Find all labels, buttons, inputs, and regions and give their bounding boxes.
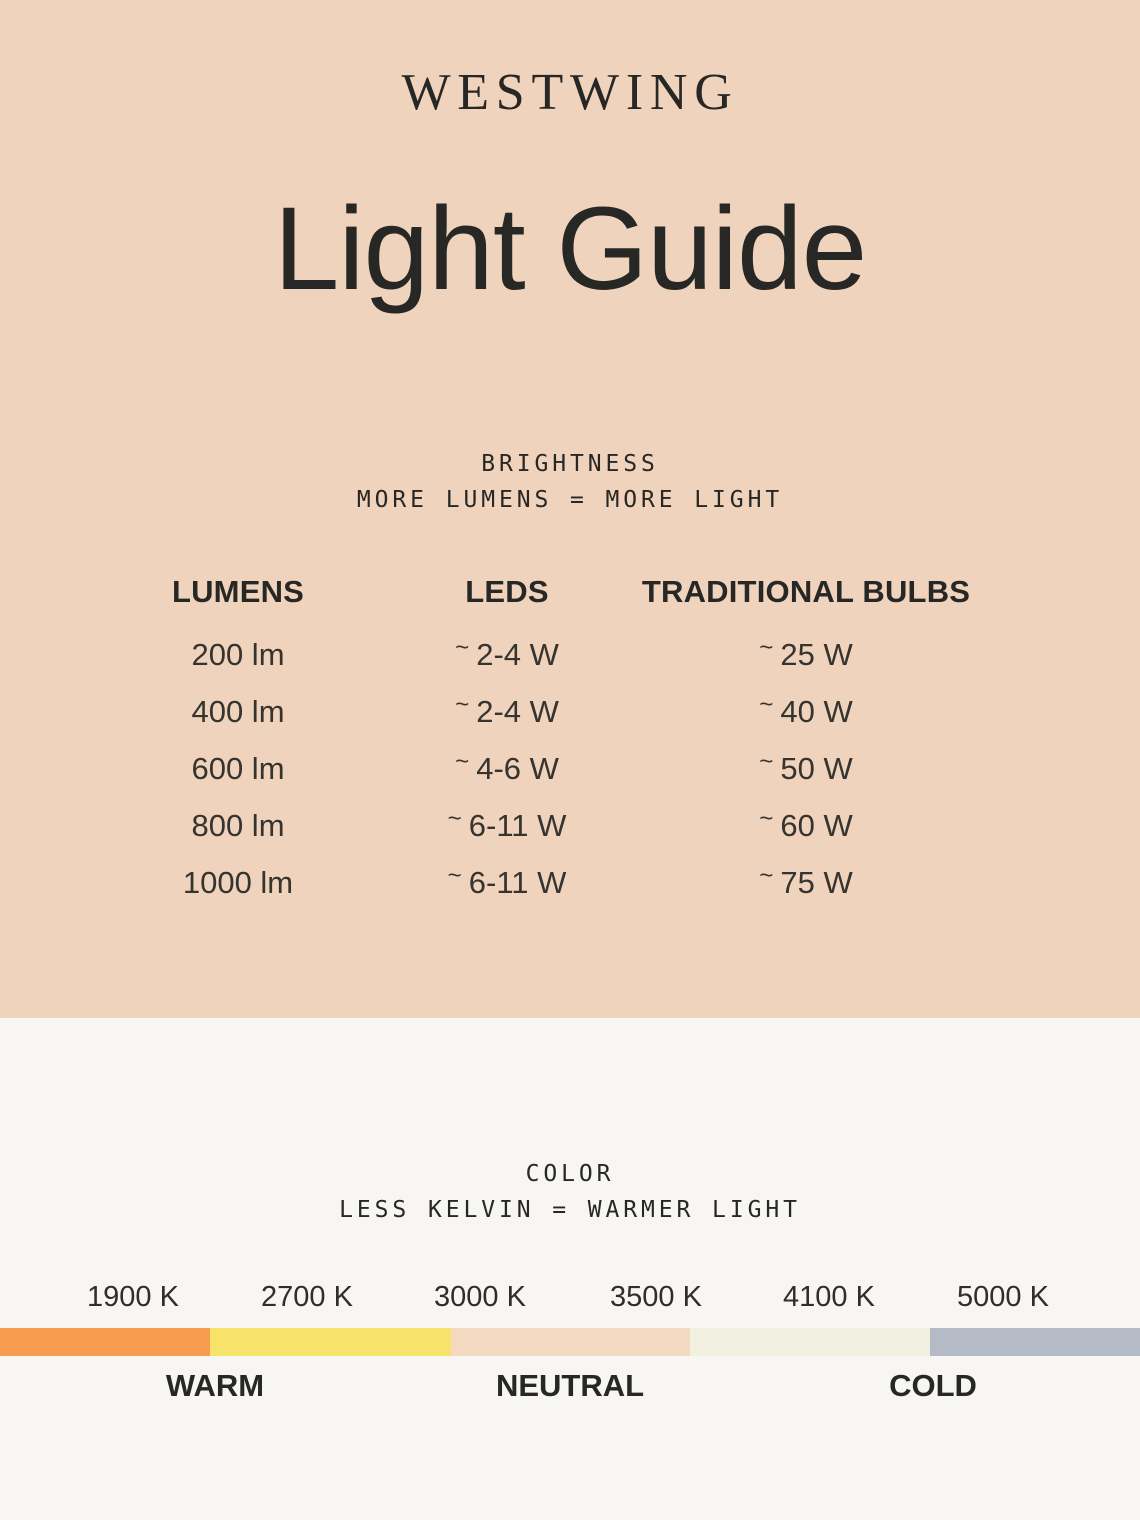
traditional-value: 25 W	[780, 637, 853, 672]
color-temperature-bar	[0, 1328, 1140, 1356]
approx-symbol: ~	[455, 690, 470, 718]
kelvin-scale-labels	[0, 1280, 1140, 1314]
color-section	[0, 1018, 1140, 1520]
color-segment-cold-blue	[930, 1328, 1140, 1356]
page-title: Light Guide	[273, 183, 867, 315]
table-row	[70, 635, 1004, 678]
approx-symbol: ~	[759, 690, 774, 718]
cell-traditional	[608, 635, 1004, 678]
table-header-row	[70, 572, 1004, 612]
leds-value: 6-11 W	[468, 865, 567, 900]
traditional-value: 50 W	[780, 751, 853, 786]
color-segment-neutral-peach	[451, 1328, 690, 1356]
kelvin-label-2700: 2700 K	[261, 1281, 353, 1313]
color-heading: COLOR	[525, 1161, 615, 1187]
cell-lumens: 1000 lm	[182, 865, 294, 900]
color-heading-block	[0, 1156, 1140, 1228]
kelvin-label-3000: 3000 K	[434, 1281, 526, 1313]
brightness-subheading: MORE LUMENS = MORE LIGHT	[356, 487, 784, 513]
approx-symbol: ~	[759, 804, 774, 832]
kelvin-label-4100: 4100 K	[783, 1281, 875, 1313]
neutral-label: NEUTRAL	[495, 1368, 645, 1403]
cell-traditional	[608, 806, 1004, 849]
color-subheading: LESS KELVIN = WARMER LIGHT	[339, 1197, 801, 1223]
traditional-value: 60 W	[780, 808, 853, 843]
cell-traditional	[608, 692, 1004, 735]
brightness-heading: BRIGHTNESS	[481, 451, 659, 477]
leds-value: 2-4 W	[476, 694, 559, 729]
kelvin-label-5000: 5000 K	[957, 1281, 1049, 1313]
leds-value: 6-11 W	[468, 808, 567, 843]
table-row	[70, 749, 1004, 792]
cell-lumens: 200 lm	[191, 637, 285, 672]
brightness-heading-block	[0, 446, 1140, 518]
color-segment-neutral-cream	[690, 1328, 930, 1356]
traditional-value: 40 W	[780, 694, 853, 729]
column-header-leds: LEDS	[465, 574, 549, 609]
table-row	[70, 692, 1004, 735]
approx-symbol: ~	[759, 861, 774, 889]
approx-symbol: ~	[447, 804, 462, 832]
brand-logo: WESTWING	[401, 64, 739, 121]
cell-traditional	[608, 863, 1004, 906]
cell-leds	[406, 749, 608, 792]
leds-value: 4-6 W	[476, 751, 559, 786]
table-row	[70, 806, 1004, 849]
traditional-value: 75 W	[780, 865, 853, 900]
lumens-table	[70, 572, 1004, 906]
cell-lumens: 400 lm	[191, 694, 285, 729]
warm-label: WARM	[165, 1368, 265, 1403]
approx-symbol: ~	[759, 747, 774, 775]
column-header-lumens: LUMENS	[171, 574, 305, 609]
leds-value: 2-4 W	[476, 637, 559, 672]
approx-symbol: ~	[759, 633, 774, 661]
table-row	[70, 863, 1004, 906]
kelvin-label-1900: 1900 K	[87, 1281, 179, 1313]
kelvin-label-3500: 3500 K	[610, 1281, 702, 1313]
color-segment-warm-yellow	[210, 1328, 451, 1356]
cold-label: COLD	[889, 1368, 977, 1403]
table-body	[70, 635, 1004, 906]
cell-lumens: 800 lm	[191, 808, 285, 843]
cell-leds	[406, 635, 608, 678]
column-header-traditional-bulbs: TRADITIONAL BULBS	[641, 574, 971, 609]
approx-symbol: ~	[455, 633, 470, 661]
temperature-labels	[0, 1368, 1140, 1404]
cell-lumens: 600 lm	[191, 751, 285, 786]
cell-leds	[406, 863, 608, 906]
color-segment-warm-orange	[0, 1328, 210, 1356]
cell-leds	[406, 806, 608, 849]
cell-leds	[406, 692, 608, 735]
approx-symbol: ~	[447, 861, 462, 889]
cell-traditional	[608, 749, 1004, 792]
approx-symbol: ~	[455, 747, 470, 775]
